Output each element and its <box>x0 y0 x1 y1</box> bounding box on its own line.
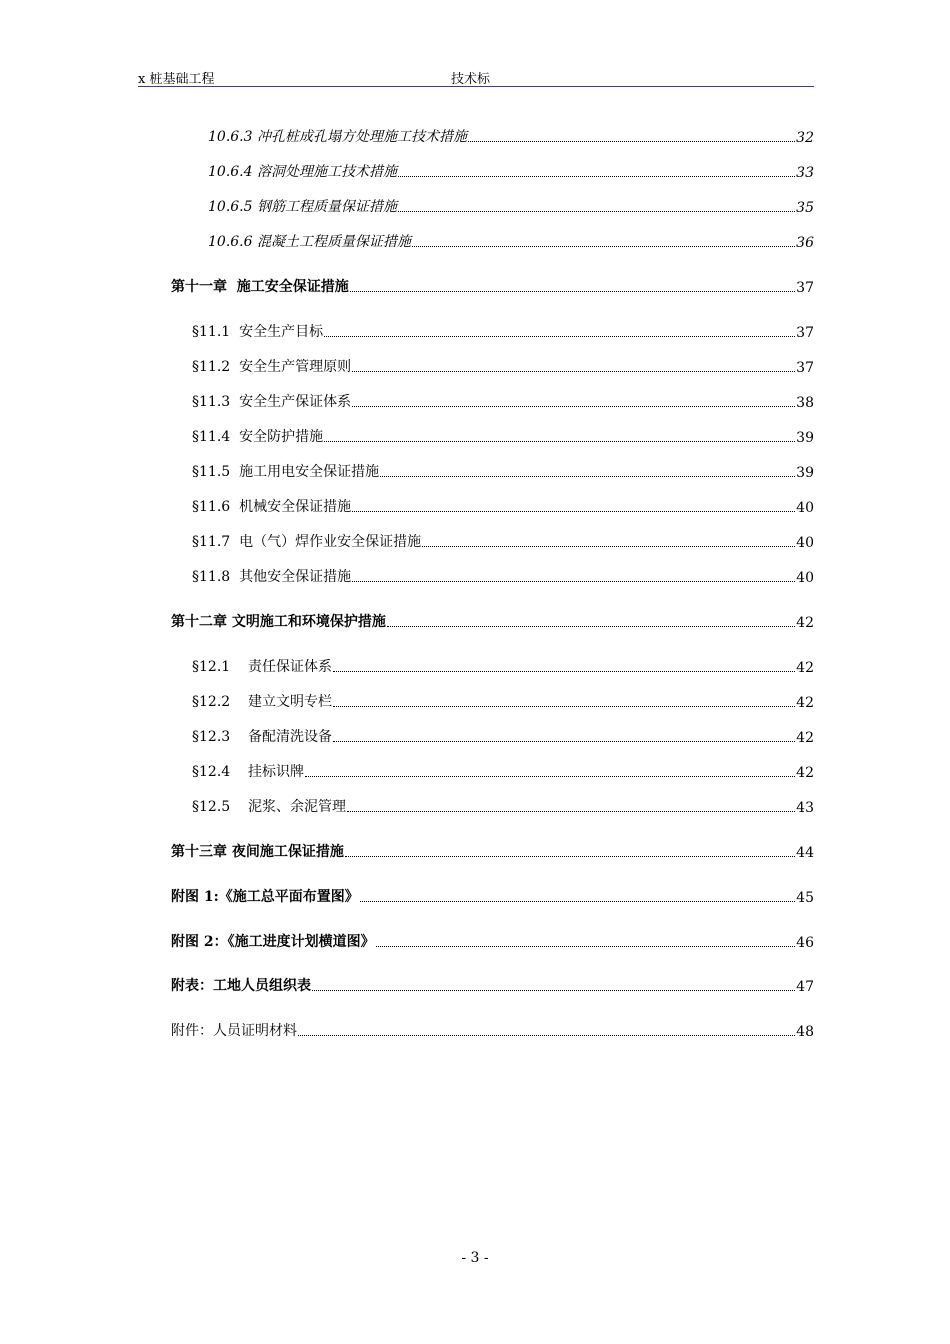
toc-entry-page: 47 <box>796 979 814 995</box>
toc-entry-12-4[interactable] <box>192 761 814 781</box>
toc-entry-page: 42 <box>796 765 814 781</box>
toc-leader <box>333 740 795 742</box>
toc-entry-page: 36 <box>796 235 814 251</box>
toc-entry-label: §12.1 责任保证体系 <box>192 659 332 675</box>
toc-leader <box>387 625 795 627</box>
toc-entry-page: 40 <box>796 570 814 586</box>
toc-entry-11-5[interactable] <box>192 461 814 481</box>
toc-entry-12-1[interactable] <box>192 656 814 676</box>
toc-entry-label: 第十二章 文明施工和环境保护措施 <box>171 614 386 630</box>
toc-leader <box>324 335 795 337</box>
toc-leader <box>305 775 795 777</box>
toc-entry-label: 第十一章 施工安全保证措施 <box>171 279 349 295</box>
toc-leader <box>376 945 796 947</box>
toc-entry-page: 43 <box>796 800 814 816</box>
toc-entry-label: 10.6.6 混凝土工程质量保证措施 <box>208 234 411 250</box>
toc-entry-10-6-6[interactable] <box>208 231 814 251</box>
toc-entry-page: 48 <box>796 1024 814 1040</box>
toc-entry-label: §11.6 机械安全保证措施 <box>192 499 352 515</box>
toc-entry-page: 39 <box>796 430 814 446</box>
toc-leader <box>360 900 795 902</box>
toc-entry-page: 37 <box>796 360 814 376</box>
toc-leader <box>398 210 795 212</box>
toc-entry-page: 42 <box>796 730 814 746</box>
toc-entry-label: §11.3 安全生产保证体系 <box>192 394 352 410</box>
toc-entry-label: §11.8 其他安全保证措施 <box>192 569 352 585</box>
toc-entry-page: 33 <box>796 165 814 181</box>
toc-leader <box>312 989 795 991</box>
toc-leader <box>380 475 795 477</box>
toc-leader <box>350 290 795 292</box>
toc-entry-11-1[interactable] <box>192 321 814 341</box>
toc-entry-page: 37 <box>796 280 814 296</box>
toc-entry-11-3[interactable] <box>192 391 814 411</box>
toc-entry-label: 10.6.3 冲孔桩成孔塌方处理施工技术措施 <box>208 129 467 145</box>
toc-leader <box>398 175 795 177</box>
toc-entry-label: 附表：工地人员组织表 <box>171 978 311 994</box>
toc-entry-label: §12.2 建立文明专栏 <box>192 694 332 710</box>
toc-entry-label: 10.6.4 溶洞处理施工技术措施 <box>208 164 397 180</box>
toc-leader <box>468 140 795 142</box>
toc-leader <box>352 580 795 582</box>
toc-leader <box>352 510 795 512</box>
toc-entry-label: §11.5 施工用电安全保证措施 <box>192 464 380 480</box>
toc-entry-12-2[interactable] <box>192 691 814 711</box>
toc-entry-label: §12.3 备配清洗设备 <box>192 729 332 745</box>
toc-entry-page: 42 <box>796 695 814 711</box>
toc-entry-label: §11.1 安全生产目标 <box>192 324 324 340</box>
toc-entry-page: 46 <box>796 935 814 951</box>
toc-leader <box>324 440 795 442</box>
toc-entry-11-2[interactable] <box>192 356 814 376</box>
toc-entry-label: 附图 2：《施工进度计划横道图》 <box>171 934 375 950</box>
toc-chapter-13[interactable] <box>171 841 814 861</box>
toc-entry-page: 40 <box>796 535 814 551</box>
toc-chapter-12[interactable] <box>171 611 814 631</box>
toc-entry-10-6-4[interactable] <box>208 161 814 181</box>
toc-entry-page: 45 <box>796 890 814 906</box>
toc-entry-label: 附图 1:《施工总平面布置图》 <box>171 889 359 905</box>
toc-leader <box>345 855 795 857</box>
toc-appendix-table[interactable] <box>171 975 814 995</box>
toc-leader <box>352 405 795 407</box>
toc-entry-page: 42 <box>796 660 814 676</box>
toc-entry-page: 42 <box>796 615 814 631</box>
toc-entry-page: 37 <box>796 325 814 341</box>
toc-entry-label: §11.4 安全防护措施 <box>192 429 324 445</box>
toc-entry-label: 10.6.5 钢筋工程质量保证措施 <box>208 199 397 215</box>
page-number: - 3 - <box>461 1250 489 1266</box>
toc-entry-11-6[interactable] <box>192 496 814 516</box>
toc-entry-page: 44 <box>796 845 814 861</box>
toc-leader <box>352 370 795 372</box>
toc-entry-11-7[interactable] <box>192 531 814 551</box>
toc-leader <box>333 705 795 707</box>
toc-entry-page: 40 <box>796 500 814 516</box>
toc-entry-label: §12.5 泥浆、余泥管理 <box>192 799 346 815</box>
toc-entry-label: §12.4 挂标识牌 <box>192 764 304 780</box>
toc-entry-page: 32 <box>796 130 814 146</box>
header-doc-title: 技术标 <box>451 72 491 87</box>
toc-leader <box>412 245 795 247</box>
toc-leader <box>333 670 795 672</box>
header-project-name: x 桩基础工程 <box>138 72 215 87</box>
toc-entry-page: 35 <box>796 200 814 216</box>
toc-entry-label: §11.2 安全生产管理原则 <box>192 359 352 375</box>
toc-entry-label: §11.7 电（气）焊作业安全保证措施 <box>192 534 422 550</box>
toc-entry-page: 39 <box>796 465 814 481</box>
toc-appendix-figure-1[interactable] <box>171 886 814 906</box>
toc-entry-12-3[interactable] <box>192 726 814 746</box>
toc-leader <box>347 810 795 812</box>
toc-entry-10-6-5[interactable] <box>208 196 814 216</box>
toc-entry-page: 38 <box>796 395 814 411</box>
toc-chapter-11[interactable] <box>171 276 814 296</box>
toc-attachment[interactable] <box>171 1020 814 1040</box>
toc-leader <box>422 545 795 547</box>
toc-appendix-figure-2[interactable] <box>171 931 814 951</box>
toc-entry-11-4[interactable] <box>192 426 814 446</box>
toc-entry-11-8[interactable] <box>192 566 814 586</box>
toc-entry-label: 附件：人员证明材料 <box>171 1023 297 1039</box>
toc-entry-12-5[interactable] <box>192 796 814 816</box>
toc-entry-label: 第十三章 夜间施工保证措施 <box>171 844 344 860</box>
toc-entry-10-6-3[interactable] <box>208 126 814 146</box>
toc-leader <box>298 1034 795 1036</box>
